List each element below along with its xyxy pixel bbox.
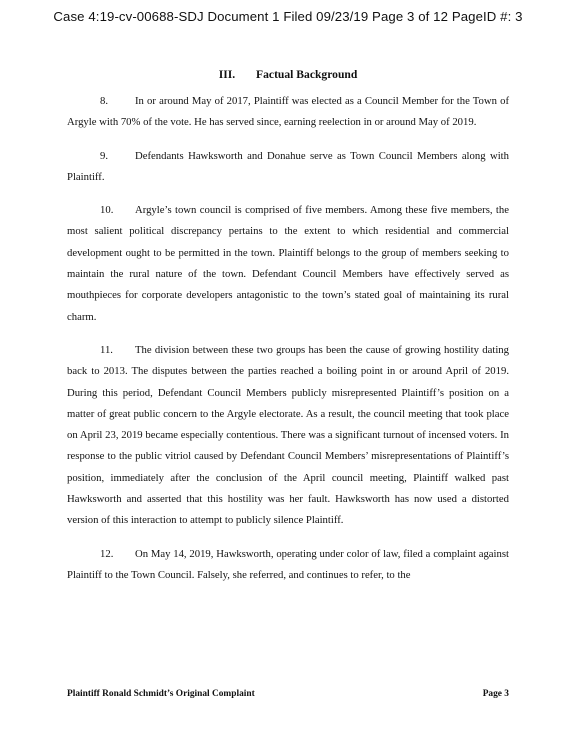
- section-title: Factual Background: [256, 68, 358, 81]
- paragraph-10: [67, 200, 509, 328]
- paragraph-text: The division between these two groups has been the cause of growing hostility dating back to 2013. The disputes between the parties reached a boiling point in or around April of 2019. During this period, Defendant Council Members publicly misrepresented Plaintiff’s position on a matter of great public concern to the Argyle electorate. As a result, the council meeting that took place on April 23, 2019 became especially contentious. There was a significant turnout of incensed voters. In response to the public vitriol caused by Defendant Council Members’ misrepresentations of Plaintiff’s position, immediately after the conclusion of the April council meeting, Plaintiff walked past Hawksworth and asserted that this hostility was her fault. Hawksworth has now used a distorted version of this interaction to attempt to publicly silence Plaintiff.: [67, 343, 509, 527]
- paragraph-9: [67, 146, 509, 189]
- case-header: Case 4:19-cv-00688-SDJ Document 1 Filed 09/23/19 Page 3 of 12 PageID #: 3: [53, 9, 523, 24]
- footer-page-number: Page 3: [482, 689, 509, 699]
- paragraph-12: [67, 544, 509, 587]
- paragraph-11: [67, 340, 509, 532]
- paragraph-8: [67, 91, 509, 134]
- paragraph-text: Defendants Hawksworth and Donahue serve as Town Council Members along with Plaintiff.: [67, 149, 509, 183]
- paragraph-text: On May 14, 2019, Hawksworth, operating under color of law, filed a complaint against Plaintiff to the Town Council. Falsely, she referred, and continues to refer, to the: [67, 547, 509, 581]
- paragraph-number: 10.: [100, 204, 114, 217]
- footer-document-title: Plaintiff Ronald Schmidt’s Original Complaint: [67, 689, 255, 699]
- section-number: III.: [218, 68, 236, 81]
- paragraph-number: 8.: [100, 95, 109, 107]
- document-body: [67, 91, 509, 586]
- paragraph-number: 9.: [100, 149, 109, 162]
- paragraph-number: 11.: [100, 343, 113, 356]
- paragraph-text: In or around May of 2017, Plaintiff was elected as a Council Member for the Town of Argyle with 70% of the vote. He has served since, earning reelection in or around May of 2019.: [67, 95, 509, 129]
- section-heading: [0, 68, 576, 81]
- paragraph-number: 12.: [100, 547, 114, 560]
- paragraph-text: Argyle’s town council is comprised of five members. Among these five members, the most salient political discrepancy pertains to the extent to which residential and commercial development ought to be permitted in the town. Plaintiff belongs to the group of members seeking to maintain the rural nature of the town. Defendant Council Members have effectively served as mouthpieces for corporate developers antagonistic to the town’s stated goal of maintaining its rural charm.: [67, 204, 509, 323]
